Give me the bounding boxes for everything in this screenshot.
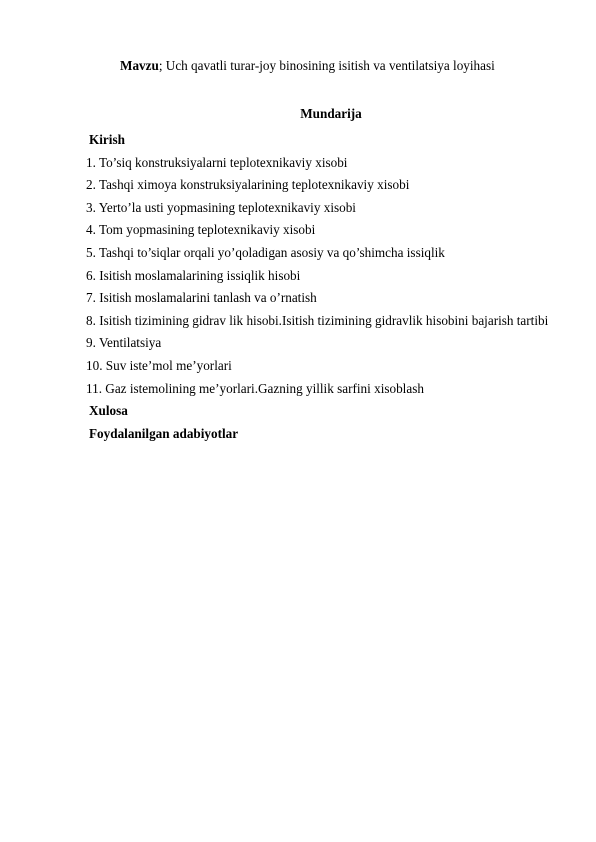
toc-item-4: 4. Tom yopmasining teplotexnikaviy xisobi [86,222,316,238]
toc-item-7: 7. Isitish moslamalarini tanlash va o’rnatish [86,290,317,306]
toc-item-10: 10. Suv iste’mol me’yorlari [86,357,232,373]
topic-label: Mavzu [120,58,159,73]
toc-item-6: 6. Isitish moslamalarining issiqlik hisobi [86,267,301,283]
toc-item-9: 9. Ventilatsiya [86,335,162,351]
toc-item-8: 8. Isitish tizimining gidrav lik hisobi.Isitish tizimining gidravlik hisobini bajarish tartibi [86,312,549,328]
toc-item-5: 5. Tashqi to’siqlar orqali yo’qoladigan asosiy va qo’shimcha issiqlik [86,244,445,260]
toc-title: Mundarija [300,106,362,121]
toc-item-3: 3. Yerto’la usti yopmasining teplotexnikaviy xisobi [86,199,356,215]
toc-item-references: Foydalanilgan adabiyotlar [89,425,239,441]
topic-line [120,58,495,74]
toc-item-1: 1. To’siq konstruksiyalarni teplotexnikaviy xisobi [86,154,348,170]
toc-item-2: 2. Tashqi ximoya konstruksiyalarining teplotexnikaviy xisobi [86,177,410,193]
toc-item-11: 11. Gaz istemolining me’yorlari.Gazning yillik sarfini xisoblash [86,380,424,396]
toc-item-intro: Kirish [89,132,125,147]
topic-text: ; Uch qavatli turar-joy binosining isitish va ventilatsiya loyihasi [158,58,495,73]
toc-item-conclusion: Xulosa [89,403,128,419]
table-of-contents [86,129,556,445]
